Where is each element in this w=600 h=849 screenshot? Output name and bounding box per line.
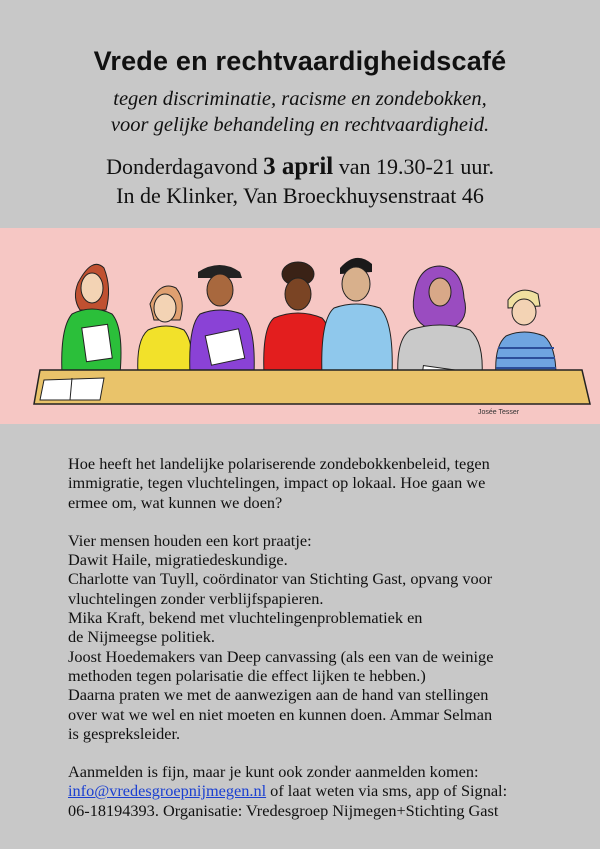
speakers-line: over wat we wel en niet moeten en kunnen doen. Ammar Selman: [68, 704, 493, 724]
person-child-striped: [496, 290, 556, 376]
event-datetime: [0, 152, 600, 181]
subtitle: [0, 86, 600, 138]
signup-line: Aanmelden is fijn, maar je kunt ook zonder aanmelden komen:: [68, 762, 479, 782]
speakers-line: Dawit Haile, migratiedeskundige.: [68, 550, 288, 570]
intro-line: Hoe heeft het landelijke polariserende zondebokkenbeleid, tegen: [68, 454, 490, 473]
signup-paragraph: [68, 762, 568, 820]
speakers-line: Daarna praten we met de aanwezigen aan de hand van stellingen: [68, 685, 489, 705]
intro-paragraph: [68, 454, 568, 512]
signup-line: [68, 781, 568, 800]
speakers-line: Mika Kraft, bekend met vluchtelingenproblematiek en: [68, 608, 423, 628]
speakers-line: de Nijmeegse politiek.: [68, 627, 215, 647]
intro-line: ermee om, wat kunnen we doen?: [68, 492, 283, 512]
body-text: [68, 454, 568, 839]
subtitle-line: tegen discriminatie, racisme en zondebokken,: [113, 88, 487, 110]
event-info: [0, 152, 600, 210]
event-date: 3 april: [263, 153, 334, 180]
subtitle-line: voor gelijke behandeling en rechtvaardigheid.: [110, 114, 490, 136]
people-at-table-illustration: [0, 228, 600, 424]
person-green-shirt: [62, 264, 121, 374]
speakers-line: methoden tegen polarisatie die effect lijken te hebben.): [68, 665, 426, 685]
signup-contact-text: of laat weten via sms, app of Signal:: [266, 781, 508, 801]
illustration-banner: [0, 228, 600, 424]
person-blue-shirt: [322, 258, 393, 376]
person-yellow-shirt: [138, 286, 193, 374]
person-purple-shirt: [190, 265, 255, 374]
signup-line: 06-18194393. Organisatie: Vredesgroep Nijmegen+Stichting Gast: [68, 800, 499, 820]
event-time: van 19.30-21 uur.: [333, 154, 494, 179]
speakers-paragraph: [68, 531, 568, 743]
event-location: In de Klinker, Van Broeckhuysenstraat 46: [116, 183, 484, 208]
speakers-line: Joost Hoedemakers van Deep canvassing (als een van de weinige: [68, 646, 494, 666]
table: [34, 370, 590, 404]
email-link[interactable]: info@vredesgroepnijmegen.nl: [68, 781, 267, 801]
intro-line: immigratie, tegen vluchtelingen, impact op lokaal. Hoe gaan we: [68, 473, 486, 493]
poster-title: Vrede en rechtvaardigheidscafé: [93, 46, 507, 76]
artist-signature: Josée Tesser: [478, 409, 520, 416]
speakers-line: is gespreksleider.: [68, 723, 181, 743]
speakers-line: Vier mensen houden een kort praatje:: [68, 530, 312, 550]
speakers-line: Charlotte van Tuyll, coördinator van Stichting Gast, opvang voor: [68, 569, 493, 589]
event-day: Donderdagavond: [106, 154, 264, 179]
speakers-line: vluchtelingen zonder verblijfspapieren.: [68, 588, 324, 608]
